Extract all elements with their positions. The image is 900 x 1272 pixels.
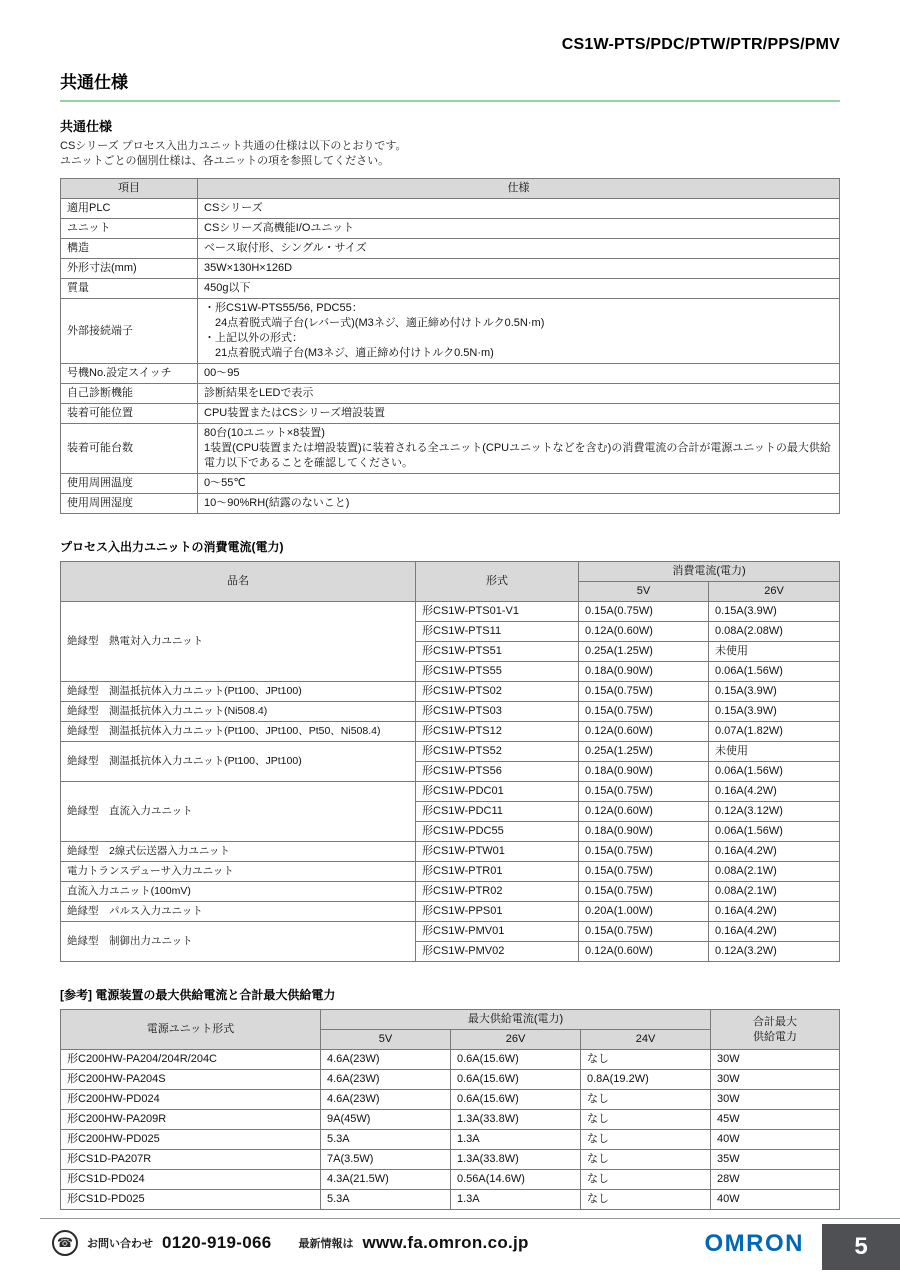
consumption-table-row [61, 902, 840, 922]
intro-line-1: CSシリーズ プロセス入出力ユニット共通の仕様は以下のとおりです。 [60, 140, 407, 152]
spec-value-cell [198, 364, 840, 384]
consumption-table-row [61, 842, 840, 862]
model-cell: 形CS1W-PTS03 [416, 702, 579, 722]
spec-item-cell: 適用PLC [61, 199, 198, 219]
model-cell: 形CS1W-PDC01 [416, 782, 579, 802]
total-power-cell: 35W [711, 1150, 840, 1170]
current-26v-cell: 0.06A(1.56W) [709, 762, 840, 782]
current-26v-cell: 0.08A(2.1W) [709, 882, 840, 902]
consumption-table-row [61, 922, 840, 942]
consumption-table-row [61, 682, 840, 702]
supply-5v-cell: 4.6A(23W) [321, 1090, 451, 1110]
info-label: 最新情報は [298, 1238, 354, 1250]
current-26v-cell: 0.06A(1.56W) [709, 662, 840, 682]
spec-header-row [61, 179, 840, 199]
current-26v-cell: 0.16A(4.2W) [709, 842, 840, 862]
current-5v-cell: 0.15A(0.75W) [579, 862, 709, 882]
spec-value-line: ベース取付形、シングル・サイズ [204, 242, 367, 254]
psu-model-cell: 形CS1D-PA207R [61, 1150, 321, 1170]
power-table-row [61, 1170, 840, 1190]
model-cell: 形CS1W-PTS01-V1 [416, 602, 579, 622]
power-table-row [61, 1150, 840, 1170]
spec-table-row [61, 219, 840, 239]
spec-value-line: 診断結果をLEDで表示 [204, 387, 314, 399]
supply-24v-cell: なし [581, 1190, 711, 1210]
current-26v-cell: 0.15A(3.9W) [709, 702, 840, 722]
psu-model-cell: 形C200HW-PA209R [61, 1110, 321, 1130]
current-26v-cell: 0.16A(4.2W) [709, 782, 840, 802]
spec-value-line: 35W×130H×126D [204, 262, 293, 274]
supply-24v-cell: なし [581, 1150, 711, 1170]
page-number: 5 [822, 1224, 900, 1270]
supply-5v-cell: 7A(3.5W) [321, 1150, 451, 1170]
common-spec-heading: 共通仕様 [60, 119, 113, 134]
cons-header-5v: 5V [579, 582, 709, 602]
power-header-model: 電源ユニット形式 [61, 1010, 321, 1050]
omron-logo: OMRON [704, 1230, 804, 1257]
current-26v-cell: 未使用 [709, 742, 840, 762]
cons-header-model: 形式 [416, 562, 579, 602]
product-name-cell: 絶縁型 パルス入力ユニット [61, 902, 416, 922]
cons-header-name: 品名 [61, 562, 416, 602]
psu-model-cell: 形CS1D-PD025 [61, 1190, 321, 1210]
supply-26v-cell: 0.6A(15.6W) [451, 1090, 581, 1110]
current-5v-cell: 0.15A(0.75W) [579, 842, 709, 862]
supply-24v-cell: なし [581, 1090, 711, 1110]
spec-item-cell: 質量 [61, 279, 198, 299]
model-cell: 形CS1W-PTW01 [416, 842, 579, 862]
supply-24v-cell: なし [581, 1170, 711, 1190]
spec-value-cell [198, 494, 840, 514]
total-power-cell: 30W [711, 1070, 840, 1090]
model-cell: 形CS1W-PTS02 [416, 682, 579, 702]
consumption-table-row [61, 882, 840, 902]
consumption-table [60, 561, 840, 962]
current-26v-cell: 0.12A(3.2W) [709, 942, 840, 962]
psu-model-cell: 形CS1D-PD024 [61, 1170, 321, 1190]
model-cell: 形CS1W-PTS55 [416, 662, 579, 682]
model-cell: 形CS1W-PDC55 [416, 822, 579, 842]
spec-value-cell [198, 424, 840, 474]
spec-value-cell [198, 259, 840, 279]
total-power-cell: 30W [711, 1090, 840, 1110]
current-5v-cell: 0.18A(0.90W) [579, 822, 709, 842]
spec-value-cell [198, 299, 840, 364]
current-26v-cell: 0.08A(2.08W) [709, 622, 840, 642]
spec-value-line: 00〜95 [204, 367, 240, 379]
model-cell: 形CS1W-PMV01 [416, 922, 579, 942]
spec-table-row [61, 239, 840, 259]
footer-divider [40, 1218, 900, 1219]
current-26v-cell: 0.07A(1.82W) [709, 722, 840, 742]
current-5v-cell: 0.25A(1.25W) [579, 642, 709, 662]
spec-value-line: 10〜90%RH(結露のないこと) [204, 497, 350, 509]
spec-value-line: 24点着脱式端子台(レバー式)(M3ネジ、適正締め付けトルク0.5N·m) [204, 317, 545, 329]
product-name-cell: 絶縁型 測温抵抗体入力ユニット(Pt100、JPt100) [61, 742, 416, 782]
power-header-5v: 5V [321, 1030, 451, 1050]
power-supply-table [60, 1009, 840, 1210]
spec-table-row [61, 384, 840, 404]
product-name-cell: 絶縁型 熱電対入力ユニット [61, 602, 416, 682]
current-5v-cell: 0.12A(0.60W) [579, 802, 709, 822]
current-5v-cell: 0.15A(0.75W) [579, 782, 709, 802]
product-name-cell: 絶縁型 制御出力ユニット [61, 922, 416, 962]
intro-text [60, 139, 840, 169]
supply-5v-cell: 5.3A [321, 1190, 451, 1210]
spec-value-cell [198, 239, 840, 259]
product-name-cell: 電力トランスデューサ入力ユニット [61, 862, 416, 882]
current-5v-cell: 0.18A(0.90W) [579, 762, 709, 782]
supply-24v-cell: なし [581, 1050, 711, 1070]
psu-model-cell: 形C200HW-PA204S [61, 1070, 321, 1090]
spec-value-line: 450g以下 [204, 282, 251, 294]
spec-header-spec: 仕様 [198, 179, 840, 199]
spec-table-row [61, 424, 840, 474]
spec-table-row [61, 494, 840, 514]
supply-24v-cell: なし [581, 1110, 711, 1130]
product-name-cell: 絶縁型 2線式伝送器入力ユニット [61, 842, 416, 862]
current-5v-cell: 0.12A(0.60W) [579, 722, 709, 742]
spec-value-line: CSシリーズ [204, 202, 263, 214]
spec-item-cell: 装着可能台数 [61, 424, 198, 474]
power-table-row [61, 1130, 840, 1150]
power-header-group: 最大供給電流(電力) [321, 1010, 711, 1030]
current-5v-cell: 0.20A(1.00W) [579, 902, 709, 922]
spec-value-line: 80台(10ユニット×8装置) [204, 427, 325, 439]
consumption-header-row-1 [61, 562, 840, 582]
page-content [60, 68, 840, 1210]
product-name-cell: 直流入力ユニット(100mV) [61, 882, 416, 902]
current-5v-cell: 0.15A(0.75W) [579, 882, 709, 902]
model-cell: 形CS1W-PTS52 [416, 742, 579, 762]
spec-value-line: CSシリーズ高機能I/Oユニット [204, 222, 354, 234]
spec-table-row [61, 474, 840, 494]
current-5v-cell: 0.15A(0.75W) [579, 702, 709, 722]
current-5v-cell: 0.15A(0.75W) [579, 602, 709, 622]
page-footer [0, 1218, 900, 1272]
current-26v-cell: 0.16A(4.2W) [709, 902, 840, 922]
consumption-table-row [61, 602, 840, 622]
power-header-row-1 [61, 1010, 840, 1030]
supply-5v-cell: 4.3A(21.5W) [321, 1170, 451, 1190]
current-5v-cell: 0.12A(0.60W) [579, 622, 709, 642]
power-header-total-line-1: 合計最大 [753, 1015, 797, 1028]
cons-header-26v: 26V [709, 582, 840, 602]
common-spec-table [60, 178, 840, 514]
spec-value-line: 21点着脱式端子台(M3ネジ、適正締め付けトルク0.5N·m) [204, 347, 494, 359]
power-supply-heading: [参考] 電源装置の最大供給電流と合計最大供給電力 [60, 988, 336, 1002]
current-5v-cell: 0.15A(0.75W) [579, 682, 709, 702]
current-5v-cell: 0.25A(1.25W) [579, 742, 709, 762]
total-power-cell: 45W [711, 1110, 840, 1130]
supply-5v-cell: 4.6A(23W) [321, 1050, 451, 1070]
model-cell: 形CS1W-PDC11 [416, 802, 579, 822]
current-5v-cell: 0.12A(0.60W) [579, 942, 709, 962]
supply-26v-cell: 1.3A(33.8W) [451, 1110, 581, 1130]
spec-item-cell: ユニット [61, 219, 198, 239]
consumption-table-row [61, 782, 840, 802]
power-header-total [711, 1010, 840, 1050]
consumption-table-row [61, 862, 840, 882]
consumption-table-row [61, 742, 840, 762]
spec-item-cell: 外形寸法(mm) [61, 259, 198, 279]
current-26v-cell: 0.06A(1.56W) [709, 822, 840, 842]
spec-table-row [61, 299, 840, 364]
product-name-cell: 絶縁型 直流入力ユニット [61, 782, 416, 842]
spec-value-cell [198, 199, 840, 219]
model-cell: 形CS1W-PTS56 [416, 762, 579, 782]
supply-5v-cell: 9A(45W) [321, 1110, 451, 1130]
current-26v-cell: 0.16A(4.2W) [709, 922, 840, 942]
cons-header-power: 消費電流(電力) [579, 562, 840, 582]
consumption-table-row [61, 702, 840, 722]
current-26v-cell: 0.15A(3.9W) [709, 682, 840, 702]
contact-block [52, 1230, 529, 1256]
supply-26v-cell: 1.3A [451, 1190, 581, 1210]
spec-value-line: ・形CS1W-PTS55/56, PDC55： [204, 302, 363, 314]
power-table-row [61, 1070, 840, 1090]
supply-24v-cell: 0.8A(19.2W) [581, 1070, 711, 1090]
power-table-row [61, 1190, 840, 1210]
contact-phone: 0120-919-066 [162, 1233, 272, 1252]
spec-value-line: 0〜55℃ [204, 477, 246, 489]
total-power-cell: 40W [711, 1190, 840, 1210]
model-cell: 形CS1W-PTS12 [416, 722, 579, 742]
contact-label: お問い合わせ [87, 1238, 153, 1250]
model-cell: 形CS1W-PTS51 [416, 642, 579, 662]
current-26v-cell: 0.12A(3.12W) [709, 802, 840, 822]
power-header-24v: 24V [581, 1030, 711, 1050]
power-table-row [61, 1110, 840, 1130]
spec-table-row [61, 199, 840, 219]
current-26v-cell: 0.08A(2.1W) [709, 862, 840, 882]
spec-item-cell: 装着可能位置 [61, 404, 198, 424]
spec-value-cell [198, 474, 840, 494]
spec-item-cell: 号機No.設定スイッチ [61, 364, 198, 384]
spec-value-cell [198, 219, 840, 239]
consumption-table-row [61, 722, 840, 742]
product-name-cell: 絶縁型 測温抵抗体入力ユニット(Pt100、JPt100、Pt50、Ni508.4) [61, 722, 416, 742]
doc-code: CS1W-PTS/PDC/PTW/PTR/PPS/PMV [561, 36, 840, 53]
model-cell: 形CS1W-PTR02 [416, 882, 579, 902]
spec-table-row [61, 279, 840, 299]
phone-dial-icon: ☎ [52, 1230, 78, 1256]
supply-5v-cell: 4.6A(23W) [321, 1070, 451, 1090]
spec-value-line: 1装置(CPU装置または増設装置)に装着される全ユニット(CPUユニットなどを含む)の消費電流の合計が電源ユニットの最大供給電力以下であることを確認してください。 [204, 442, 831, 469]
supply-26v-cell: 0.6A(15.6W) [451, 1050, 581, 1070]
intro-line-2: ユニットごとの個別仕様は、各ユニットの項を参照してください。 [60, 155, 390, 167]
power-table-row [61, 1050, 840, 1070]
model-cell: 形CS1W-PPS01 [416, 902, 579, 922]
model-cell: 形CS1W-PMV02 [416, 942, 579, 962]
spec-item-cell: 外部接続端子 [61, 299, 198, 364]
spec-table-row [61, 259, 840, 279]
spec-table-row [61, 404, 840, 424]
supply-26v-cell: 1.3A(33.8W) [451, 1150, 581, 1170]
spec-value-cell [198, 279, 840, 299]
spec-value-cell [198, 404, 840, 424]
supply-26v-cell: 0.6A(15.6W) [451, 1070, 581, 1090]
spec-item-cell: 使用周囲湿度 [61, 494, 198, 514]
spec-item-cell: 自己診断機能 [61, 384, 198, 404]
model-cell: 形CS1W-PTS11 [416, 622, 579, 642]
current-5v-cell: 0.15A(0.75W) [579, 922, 709, 942]
website-url: www.fa.omron.co.jp [362, 1233, 529, 1252]
product-name-cell: 絶縁型 測温抵抗体入力ユニット(Pt100、JPt100) [61, 682, 416, 702]
spec-value-cell [198, 384, 840, 404]
psu-model-cell: 形C200HW-PA204/204R/204C [61, 1050, 321, 1070]
supply-26v-cell: 0.56A(14.6W) [451, 1170, 581, 1190]
spec-value-line: ・上記以外の形式： [204, 332, 303, 344]
supply-5v-cell: 5.3A [321, 1130, 451, 1150]
power-header-26v: 26V [451, 1030, 581, 1050]
supply-26v-cell: 1.3A [451, 1130, 581, 1150]
product-name-cell: 絶縁型 測温抵抗体入力ユニット(Ni508.4) [61, 702, 416, 722]
consumption-heading: プロセス入出力ユニットの消費電流(電力) [60, 540, 284, 554]
spec-header-item: 項目 [61, 179, 198, 199]
model-cell: 形CS1W-PTR01 [416, 862, 579, 882]
spec-value-line: CPU装置またはCSシリーズ増設装置 [204, 407, 385, 419]
psu-model-cell: 形C200HW-PD025 [61, 1130, 321, 1150]
power-header-total-line-2: 供給電力 [753, 1030, 797, 1043]
psu-model-cell: 形C200HW-PD024 [61, 1090, 321, 1110]
total-power-cell: 30W [711, 1050, 840, 1070]
current-26v-cell: 未使用 [709, 642, 840, 662]
current-5v-cell: 0.18A(0.90W) [579, 662, 709, 682]
spec-item-cell: 構造 [61, 239, 198, 259]
main-heading: 共通仕様 [60, 68, 840, 102]
spec-item-cell: 使用周囲温度 [61, 474, 198, 494]
supply-24v-cell: なし [581, 1130, 711, 1150]
current-26v-cell: 0.15A(3.9W) [709, 602, 840, 622]
spec-table-row [61, 364, 840, 384]
total-power-cell: 28W [711, 1170, 840, 1190]
power-table-row [61, 1090, 840, 1110]
total-power-cell: 40W [711, 1130, 840, 1150]
